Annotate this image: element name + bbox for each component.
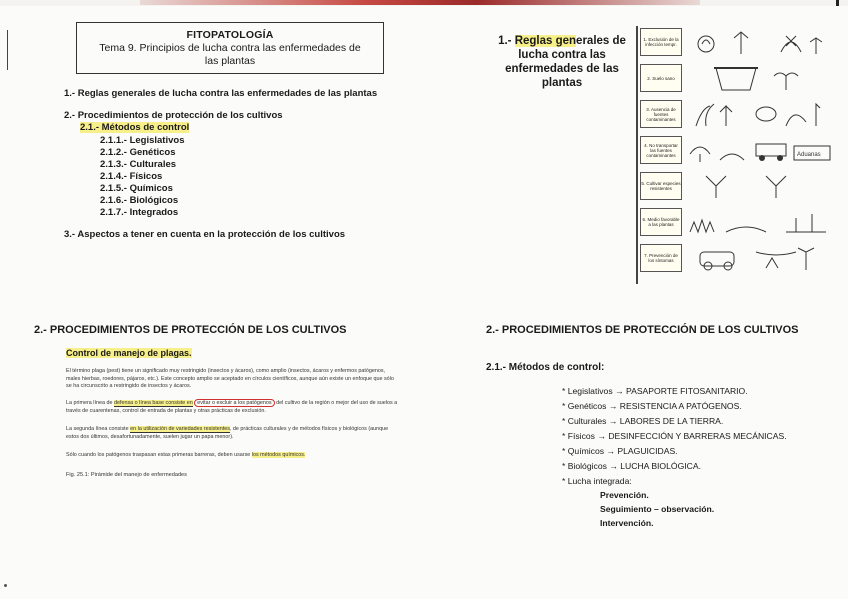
title-box: [76, 22, 384, 74]
index-point-3: 3.- Aspectos a tener en cuenta en la protección de los cultivos: [64, 229, 346, 240]
weeds-icon: [686, 98, 834, 128]
rules-illustration-grid: [636, 26, 838, 284]
index-sub-item: 2.1.5.- Químicos: [100, 183, 173, 194]
index-point-2: 2.- Procedimientos de protección de los cultivos: [64, 110, 283, 121]
rule-label: 6. Medio favorable a las plantas: [640, 208, 682, 236]
rule-row: [636, 242, 838, 274]
index-point-1: 1.- Reglas generales de lucha contra las enfermedades de las plantas: [64, 88, 378, 99]
rule-row: [636, 26, 838, 58]
method-item: * Legislativos → PASAPORTE FITOSANITARIO.: [562, 386, 748, 396]
plant-sketch-icon: [686, 26, 834, 56]
section-subheading: Control de manejo de plagas.: [66, 348, 192, 358]
method-item: * Genéticos → RESISTENCIA A PATÓGENOS.: [562, 401, 742, 411]
slide-general-rules: [424, 6, 848, 296]
margin-line: [7, 30, 8, 70]
paragraph-second-line: La segunda línea consiste en la utilización de variedades resistentes, de prácticas culturales y de métodos físicos y biológicos (aunque estos dos últimos, desafortunadamente, suelen jugar un papa menor).: [66, 426, 389, 440]
method-item: * Biológicos → LUCHA BIOLÓGICA.: [562, 461, 701, 471]
rule-label: 5. Cultivar especies resistentes: [640, 172, 682, 200]
customs-label: Aduanas: [797, 152, 821, 158]
rule-row: [636, 206, 838, 238]
index-sub-item: 2.1.6.- Biológicos: [100, 195, 179, 206]
index-point-2-1: 2.1.- Métodos de control: [80, 122, 190, 133]
scan-dot: [4, 584, 7, 587]
method-item: * Físicos → DESINFECCIÓN Y BARRERAS MECÁNICAS.: [562, 431, 787, 441]
integrated-step: Prevención.: [600, 490, 649, 500]
topic-subtitle-line1: Tema 9. Principios de lucha contra las enfermedades de: [99, 42, 361, 54]
paragraph-pest-definition: El término plaga (pest) tiene un significado muy restringido (insectos y ácaros), como amplio (insectos, ácaros y enfermos patógenos, males hierbas, roedores, pájaros, etc.). Este concepto amplio se aceptado en círculos científicos, aunque aún existe un enfoque que sólo se ha circunscrito a restringido de insectos y ácaros.: [66, 368, 394, 390]
integrated-step: Intervención.: [600, 518, 654, 528]
tractor-spraying-icon: [686, 242, 834, 272]
topic-subtitle-line2: las plantas: [204, 55, 256, 67]
rule-row: [636, 134, 838, 166]
index-sub-item: 2.1.2.- Genéticos: [100, 147, 176, 158]
index-sub-item: 2.1.3.- Culturales: [100, 159, 177, 170]
index-sub-item: 2.1.1.- Legislativos: [100, 135, 185, 146]
method-item: * Químicos → PLAGUICIDAS.: [562, 446, 678, 456]
section-subheading: 2.1.- Métodos de control:: [486, 362, 605, 373]
flowerpot-icon: [686, 62, 834, 92]
resistant-plants-icon: [686, 170, 834, 200]
figure-caption: Fig. 25.1: Pirámide del manejo de enfermedades: [66, 472, 187, 478]
top-color-band: [140, 0, 700, 5]
rule-label: 2. Suelo sano: [640, 64, 682, 92]
rule-label: 4. No transportar las fuentes contaminantes: [640, 136, 682, 164]
method-item: * Culturales → LABORES DE LA TIERRA.: [562, 416, 724, 426]
rule-row: [636, 98, 838, 130]
rules-heading: 1.- Reglas generales de lucha contra las enfermedades de las plantas: [498, 35, 626, 89]
rule-label: 3. Ausencia de fuentes contaminantes: [640, 100, 682, 128]
rule-label: 1. Exclusión de la infección tempr.: [640, 28, 682, 56]
slide-control-methods: [424, 296, 848, 599]
integrated-step: Seguimiento – observación.: [600, 504, 715, 514]
slide-pest-management: [0, 296, 424, 599]
index-sub-item: 2.1.7.- Integrados: [100, 207, 179, 218]
rule-label: 7. Prevención de los síntomas: [640, 244, 682, 272]
crop-field-icon: [686, 206, 834, 236]
course-title: FITOPATOLOGÍA: [186, 29, 274, 41]
method-item: * Lucha integrada:: [562, 476, 632, 486]
index-sub-item: 2.1.4.- Físicos: [100, 171, 163, 182]
section-heading: 2.- PROCEDIMIENTOS DE PROTECCIÓN DE LOS CULTIVOS: [34, 324, 347, 336]
section-heading: 2.- PROCEDIMIENTOS DE PROTECCIÓN DE LOS CULTIVOS: [486, 324, 799, 336]
slide-index: [0, 6, 424, 296]
paragraph-chemical-methods: Sólo cuando los patógenos traspasan estas primeras barreras, deben usarse los métodos químicos.: [66, 452, 306, 458]
rule-row: [636, 62, 838, 94]
transport-icon: [686, 134, 834, 164]
paragraph-first-line-defense: La primera línea de defensa o línea base consiste en evitar o excluir a los patógenos del cultivo de la región o mejor del uso de suelos a través de cuarentenas, control de entrada de plantas y otras prácticas de exclusión.: [66, 400, 398, 414]
rule-row: [636, 170, 838, 202]
